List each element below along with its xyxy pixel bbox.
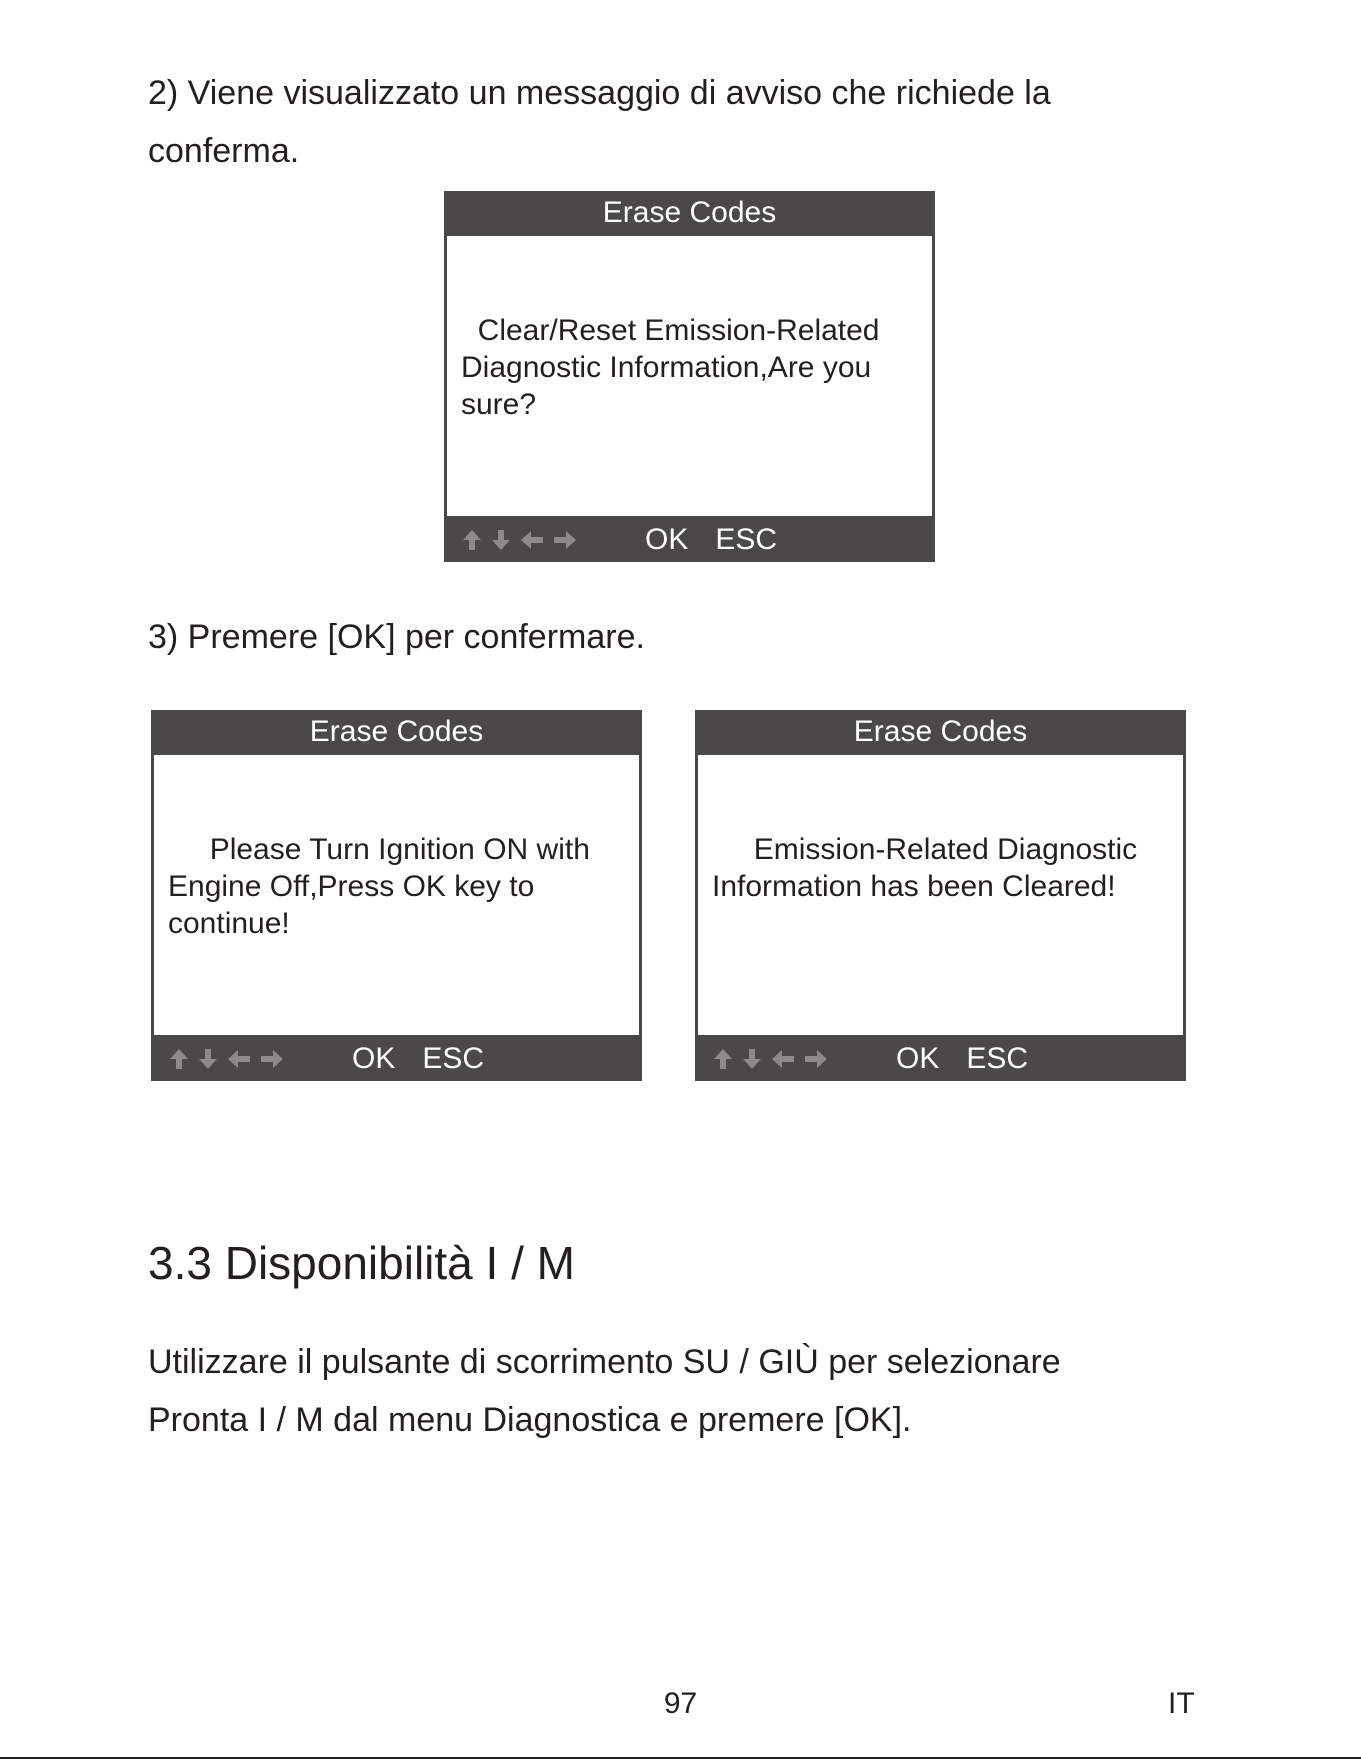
step2-text-line2: conferma. bbox=[148, 132, 300, 170]
arrow-down-icon bbox=[490, 528, 512, 552]
screen-message: Emission-Related Diagnostic Information has been Cleared! bbox=[698, 755, 1183, 1035]
page-number: 97 bbox=[663, 1687, 698, 1720]
arrow-left-icon bbox=[519, 528, 545, 552]
arrow-keys bbox=[712, 1047, 872, 1071]
arrow-right-icon bbox=[259, 1047, 285, 1071]
language-code: IT bbox=[1168, 1687, 1195, 1720]
section-text-line2: Pronta I / M dal menu Diagnostica e premere [OK]. bbox=[148, 1401, 912, 1439]
arrow-up-icon bbox=[168, 1047, 190, 1071]
arrow-right-icon bbox=[552, 528, 578, 552]
arrow-left-icon bbox=[770, 1047, 796, 1071]
screen-cleared bbox=[695, 710, 1186, 1081]
page-bottom-rule bbox=[0, 1757, 1361, 1759]
ok-button[interactable]: OK bbox=[352, 1042, 396, 1075]
arrow-down-icon bbox=[741, 1047, 763, 1071]
screen-ignition bbox=[151, 710, 642, 1081]
step3-text: 3) Premere [OK] per confermare. bbox=[148, 618, 645, 656]
esc-button[interactable]: ESC bbox=[715, 523, 778, 556]
screen-confirm bbox=[444, 191, 935, 562]
ok-button[interactable]: OK bbox=[645, 523, 689, 556]
esc-button[interactable]: ESC bbox=[422, 1042, 485, 1075]
step2-text-line1: 2) Viene visualizzato un messaggio di avviso che richiede la bbox=[148, 74, 1051, 112]
screen-message: Clear/Reset Emission-Related Diagnostic Information,Are you sure? bbox=[447, 236, 932, 516]
screen-footer bbox=[444, 518, 935, 562]
screen-message: Please Turn Ignition ON with Engine Off,Press OK key to continue! bbox=[154, 755, 639, 1035]
section-heading: 3.3 Disponibilità I / M bbox=[148, 1237, 575, 1289]
screen-title: Erase Codes bbox=[602, 196, 777, 229]
arrow-keys bbox=[461, 528, 621, 552]
arrow-down-icon bbox=[197, 1047, 219, 1071]
screen-footer bbox=[695, 1037, 1186, 1081]
arrow-right-icon bbox=[803, 1047, 829, 1071]
arrow-left-icon bbox=[226, 1047, 252, 1071]
ok-button[interactable]: OK bbox=[896, 1042, 940, 1075]
esc-button[interactable]: ESC bbox=[966, 1042, 1029, 1075]
screen-footer bbox=[151, 1037, 642, 1081]
screen-title: Erase Codes bbox=[853, 715, 1028, 748]
arrow-up-icon bbox=[461, 528, 483, 552]
arrow-up-icon bbox=[712, 1047, 734, 1071]
arrow-keys bbox=[168, 1047, 328, 1071]
section-text-line1: Utilizzare il pulsante di scorrimento SU / GIÙ per selezionare bbox=[148, 1343, 1061, 1381]
screen-title: Erase Codes bbox=[309, 715, 484, 748]
